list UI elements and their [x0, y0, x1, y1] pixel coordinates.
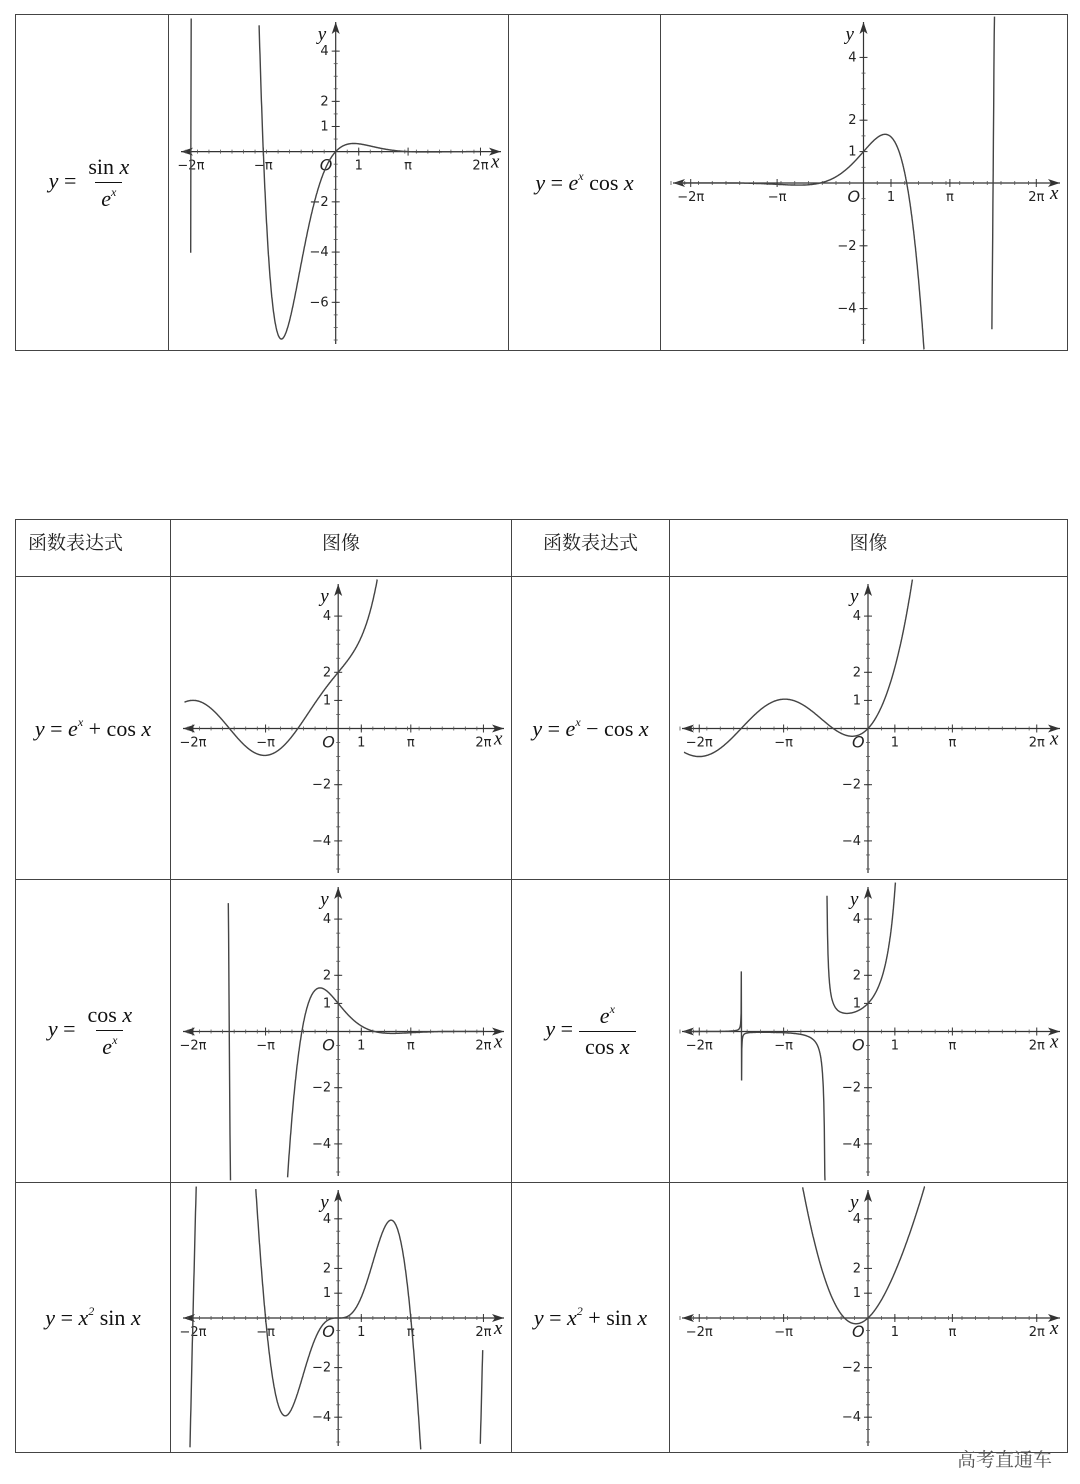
- x-tick-label: −π: [774, 1324, 793, 1340]
- math-text: y =: [532, 715, 566, 741]
- y-tick-label: 4: [852, 1211, 861, 1227]
- y-axis-label: y: [320, 585, 329, 607]
- exponent: 2: [88, 1304, 95, 1318]
- math-variable: x: [130, 1305, 141, 1330]
- math-text: y =: [545, 1016, 574, 1042]
- denominator: [579, 1031, 636, 1060]
- origin-label: O: [322, 1035, 335, 1054]
- numerator: [82, 154, 135, 182]
- math-text: [566, 716, 576, 741]
- y-tick-label: −2: [312, 1360, 332, 1376]
- x-axis-label: x: [1050, 1317, 1059, 1339]
- function-graph: [670, 881, 1066, 1182]
- fraction: [82, 1002, 139, 1060]
- expression-cell: [512, 1183, 670, 1453]
- y-tick-label: 1: [852, 995, 861, 1011]
- function-expression: [532, 716, 648, 741]
- exponent: 2: [576, 1304, 583, 1318]
- origin-label: O: [319, 155, 333, 175]
- math-text: − cos x: [580, 715, 649, 741]
- math-variable: x: [637, 1305, 648, 1330]
- x-tick-label: 2π: [475, 1038, 492, 1053]
- x-tick-label: −π: [256, 1324, 275, 1340]
- math-text: [600, 1003, 610, 1028]
- y-axis-label: y: [850, 888, 859, 910]
- y-axis-label: y: [320, 1191, 329, 1213]
- numerator: [594, 1002, 621, 1031]
- y-tick-label: −4: [312, 1136, 332, 1152]
- x-tick-label: −2π: [179, 1038, 207, 1053]
- math-variable: y: [47, 1016, 58, 1042]
- math-variable: y: [48, 167, 59, 193]
- math-text: cos x: [583, 170, 634, 195]
- numerator: [82, 1002, 139, 1030]
- math-variable: e: [102, 1034, 113, 1059]
- x-tick-label: −π: [256, 735, 275, 750]
- x-tick-label: 1: [890, 735, 899, 750]
- y-tick-label: 4: [322, 1211, 332, 1227]
- x-tick-label: −2π: [179, 735, 207, 750]
- exponent: x: [77, 714, 84, 729]
- math-variable: x: [638, 715, 649, 741]
- x-axis-label: x: [1050, 182, 1059, 204]
- origin-label: O: [847, 186, 861, 206]
- function-graph: [171, 1184, 510, 1452]
- math-text: y =: [48, 167, 77, 193]
- y-axis-label: y: [850, 585, 859, 607]
- x-axis-label: x: [491, 151, 500, 173]
- function-graph: [171, 578, 510, 879]
- y-tick-label: −2: [312, 777, 332, 793]
- math-variable: y: [45, 1305, 56, 1330]
- expression-cell: [509, 15, 661, 351]
- x-tick-label: π: [406, 735, 415, 750]
- expression-cell: [16, 880, 171, 1183]
- y-tick-label: 2: [322, 1260, 332, 1276]
- x-tick-label: 2π: [1028, 189, 1045, 205]
- math-text: cos x: [585, 1034, 630, 1059]
- y-tick-label: −2: [837, 238, 857, 254]
- y-axis-label: y: [850, 1191, 859, 1213]
- function-graph: [670, 578, 1066, 879]
- y-tick-label: 4: [848, 49, 857, 65]
- math-variable: e: [568, 170, 579, 195]
- x-tick-label: 2π: [1028, 1324, 1045, 1340]
- math-text: [569, 170, 579, 195]
- x-tick-label: 1: [354, 158, 363, 174]
- header-graph: 图像: [171, 520, 512, 577]
- math-text: + sin x: [582, 1305, 648, 1330]
- x-tick-label: π: [406, 1324, 415, 1340]
- function-table-top: [15, 14, 1068, 351]
- y-tick-label: −4: [837, 301, 857, 317]
- fraction: [579, 1002, 636, 1060]
- fraction: [82, 154, 135, 212]
- exponent: x: [112, 1033, 118, 1047]
- header-expression: 函数表达式: [16, 520, 171, 577]
- x-tick-label: −π: [774, 735, 793, 750]
- y-tick-label: 1: [322, 995, 332, 1011]
- y-tick-label: 2: [848, 112, 857, 128]
- graph-cell: [169, 15, 509, 351]
- y-tick-label: 4: [322, 911, 332, 927]
- graph-cell: [171, 880, 512, 1183]
- math-text: y =: [535, 170, 569, 195]
- x-axis-label: x: [1050, 728, 1059, 749]
- y-tick-label: −2: [312, 1080, 332, 1096]
- x-tick-label: −π: [253, 158, 273, 174]
- y-tick-label: 1: [848, 144, 857, 160]
- function-expression: [535, 170, 633, 195]
- x-tick-label: 2π: [475, 735, 492, 750]
- graph-cell: [670, 577, 1068, 880]
- y-tick-label: 2: [852, 664, 861, 680]
- graph-cell: [661, 15, 1068, 351]
- x-tick-label: π: [948, 1324, 957, 1340]
- x-tick-label: −2π: [677, 189, 705, 205]
- math-text: [101, 186, 111, 211]
- x-tick-label: −π: [256, 1038, 275, 1053]
- math-variable: e: [68, 715, 78, 741]
- x-tick-label: 1: [357, 1038, 366, 1053]
- x-tick-label: 1: [890, 1324, 899, 1340]
- math-text: + cos x: [83, 715, 152, 741]
- function-curve: [684, 579, 970, 756]
- y-tick-label: −4: [841, 833, 861, 849]
- expression-cell: [512, 577, 670, 880]
- x-tick-label: 2π: [1028, 735, 1045, 750]
- function-expression: [534, 1305, 647, 1330]
- y-tick-label: −4: [309, 244, 329, 260]
- y-tick-label: −2: [841, 1360, 861, 1376]
- function-curve: [803, 1186, 1036, 1323]
- function-expression: [45, 1305, 140, 1330]
- exponent: x: [578, 169, 584, 183]
- math-variable: x: [619, 1034, 630, 1059]
- y-tick-label: 1: [320, 118, 329, 134]
- y-axis-label: y: [320, 888, 329, 910]
- y-tick-label: 2: [852, 967, 861, 983]
- origin-label: O: [852, 732, 865, 751]
- x-tick-label: 1: [357, 1324, 366, 1340]
- y-tick-label: 1: [852, 1285, 861, 1301]
- expression-cell: [16, 577, 171, 880]
- watermark-text: 高考直通车: [956, 1449, 1052, 1471]
- x-tick-label: π: [406, 1038, 415, 1053]
- math-variable: y: [535, 170, 546, 195]
- function-graph: [661, 16, 1066, 350]
- math-variable: e: [565, 715, 576, 741]
- y-tick-label: −4: [312, 833, 332, 849]
- x-axis-label: x: [494, 1031, 503, 1052]
- y-tick-label: 4: [852, 911, 861, 927]
- function-table-bottom: [15, 519, 1068, 1453]
- y-tick-label: 1: [322, 1285, 332, 1301]
- math-variable: x: [567, 1305, 577, 1330]
- x-tick-label: π: [404, 158, 413, 174]
- y-tick-label: −2: [309, 194, 329, 210]
- y-tick-label: 1: [852, 692, 861, 708]
- expression-cell: [16, 1183, 171, 1453]
- y-tick-label: 4: [322, 608, 332, 624]
- math-text: sin x: [88, 153, 130, 179]
- function-expression: [35, 716, 151, 741]
- math-text: [102, 1034, 112, 1059]
- function-expression: [47, 1002, 138, 1059]
- x-axis-label: x: [494, 728, 503, 749]
- x-tick-label: 1: [886, 189, 896, 205]
- math-variable: e: [101, 185, 112, 211]
- function-expression: [545, 1002, 635, 1059]
- exponent: x: [575, 714, 581, 729]
- y-tick-label: 4: [320, 43, 329, 59]
- y-tick-label: 2: [852, 1260, 861, 1276]
- x-tick-label: π: [945, 189, 954, 205]
- graph-cell: [171, 577, 512, 880]
- math-text: y = x: [533, 1305, 577, 1330]
- graph-cell: [670, 880, 1068, 1183]
- header-graph: 图像: [670, 520, 1068, 577]
- x-tick-label: 1: [357, 735, 366, 750]
- math-variable: x: [141, 715, 152, 741]
- math-variable: x: [623, 170, 634, 195]
- math-variable: y: [545, 1016, 556, 1042]
- function-graph: [670, 1184, 1066, 1452]
- x-tick-label: −π: [774, 1038, 793, 1053]
- function-graph: [169, 16, 507, 350]
- origin-label: O: [322, 1321, 335, 1341]
- math-text: [68, 716, 78, 741]
- y-tick-label: 2: [320, 93, 329, 109]
- graph-cell: [670, 1183, 1068, 1453]
- y-tick-label: 2: [322, 664, 332, 680]
- math-variable: y: [34, 715, 45, 741]
- function-graph: [171, 881, 510, 1182]
- math-text: sin x: [94, 1305, 141, 1330]
- y-axis-label: y: [845, 23, 854, 45]
- math-variable: y: [532, 715, 543, 741]
- y-tick-label: −2: [841, 1080, 861, 1096]
- x-axis-label: x: [494, 1317, 503, 1339]
- y-tick-label: 1: [322, 692, 332, 708]
- x-tick-label: −2π: [177, 158, 205, 174]
- x-tick-label: 1: [890, 1038, 899, 1053]
- math-variable: e: [599, 1003, 610, 1028]
- origin-label: O: [852, 1321, 865, 1341]
- origin-label: O: [322, 732, 335, 751]
- y-tick-label: 4: [852, 608, 861, 624]
- x-axis-label: x: [1050, 1031, 1059, 1052]
- y-tick-label: −4: [841, 1409, 861, 1425]
- x-tick-label: −2π: [179, 1324, 207, 1340]
- math-variable: x: [78, 1305, 89, 1330]
- denominator: [96, 1030, 123, 1060]
- math-text: cos x: [87, 1002, 133, 1027]
- x-tick-label: −π: [767, 189, 787, 205]
- y-tick-label: −6: [309, 294, 329, 310]
- exponent: x: [609, 1002, 615, 1016]
- math-variable: y: [533, 1305, 544, 1330]
- math-text: y =: [34, 715, 69, 741]
- expression-cell: [16, 15, 169, 351]
- exponent: x: [111, 184, 117, 199]
- x-tick-label: 2π: [472, 158, 489, 174]
- x-tick-label: π: [948, 1038, 957, 1053]
- x-tick-label: −2π: [685, 1324, 713, 1340]
- x-tick-label: −2π: [685, 1038, 713, 1053]
- math-variable: x: [119, 153, 130, 179]
- y-tick-label: 2: [322, 967, 332, 983]
- y-axis-label: y: [317, 23, 327, 45]
- x-tick-label: −2π: [685, 735, 713, 750]
- header-expression: 函数表达式: [512, 520, 670, 577]
- x-tick-label: 2π: [1028, 1038, 1045, 1053]
- math-variable: x: [122, 1002, 133, 1027]
- x-tick-label: 2π: [475, 1324, 492, 1340]
- math-text: y =: [47, 1016, 76, 1042]
- y-tick-label: −4: [841, 1136, 861, 1152]
- denominator: [95, 182, 122, 212]
- x-tick-label: π: [948, 735, 957, 750]
- graph-cell: [171, 1183, 512, 1453]
- origin-label: O: [852, 1035, 865, 1054]
- expression-cell: [512, 880, 670, 1183]
- function-expression: [48, 153, 136, 211]
- math-text: y = x: [45, 1305, 89, 1330]
- y-tick-label: −4: [312, 1409, 332, 1425]
- y-tick-label: −2: [841, 777, 861, 793]
